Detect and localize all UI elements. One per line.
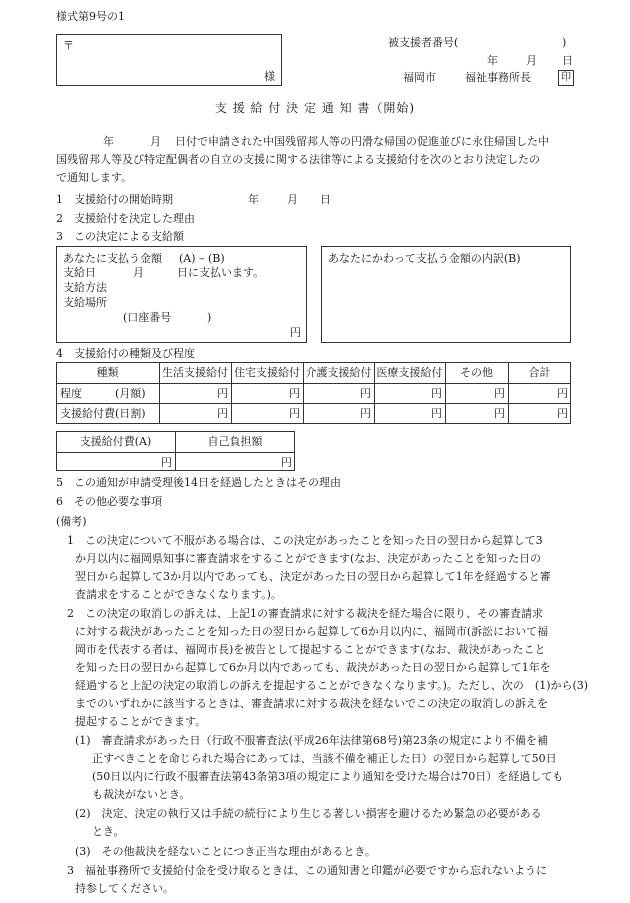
row2-yen-other: 円 (494, 407, 505, 420)
item-3-line: (3) その他裁決を経ないことにつき正当な理由があるとき。 (75, 845, 376, 858)
section-1-year: 年 (248, 193, 259, 206)
amount-formula: (A) – (B) (179, 252, 225, 265)
intro-line-3: で通知します。 (56, 171, 133, 184)
payment-box (56, 246, 307, 343)
row1-yen-total: 円 (557, 387, 568, 400)
section-1-day: 日 (320, 193, 331, 206)
th-care: 介護支援給付 (305, 366, 372, 379)
row1-yen-medical: 円 (431, 387, 442, 400)
remarks-label: (備考) (56, 515, 87, 528)
remark-2-line: に対する裁決があったことを知った日の翌日から起算して6か月以内に、福岡市(訴訟において福 (75, 625, 549, 638)
row2-yen-care: 円 (360, 407, 371, 420)
remark-2-line: を知った日の翌日から起算して6か月以内であっても、裁決があった日の翌日から起算して1年を (75, 661, 551, 674)
remark-1-line: か月以内に福岡県知事に審査請求をすることができます(なお、決定があったことを知った日の (75, 552, 542, 565)
remark-3-line: 持参してください。 (75, 882, 174, 895)
th-other: その他 (460, 366, 493, 379)
intro-line-1: 日付で申請された中国残留邦人等の円滑な帰国の促進並びに永住帰国した中 (175, 135, 549, 148)
account-open: (口座番号 (123, 311, 172, 324)
date-month: 月 (526, 54, 537, 67)
section-3-label: 3 この決定による支給額 (56, 230, 184, 243)
account-close: ) (207, 311, 212, 324)
section-2-label: 2 支援給付を決定した理由 (56, 212, 195, 225)
item-1-line: (50日以内に行政不服審査法第43条第3項の規定により通知を受けた場合は70日）を経過しても (92, 770, 564, 783)
th-type: 種類 (96, 366, 119, 379)
remark-2-line: 岡市を代表する者は、福岡市長)を被告として提起することができます(なお、裁決があったこと (75, 643, 546, 656)
amount-yen: 円 (290, 326, 301, 339)
pay-month: 月 (133, 266, 144, 279)
date-day: 日 (562, 54, 573, 67)
th-benefit-a: 支援給付費(A) (79, 435, 152, 448)
th-self-pay: 自己負担額 (207, 435, 263, 448)
recipient-no-label: 被支援者番号( (388, 36, 459, 49)
row2-label: 支援給付費(日割) (60, 407, 146, 420)
remark-1-line: 翌日から起算して3か月以内であっても、決定があった日の翌日から起算して1年を経過すると審 (75, 570, 551, 583)
pay-day-text: 日に支払います。 (177, 266, 265, 279)
row1-yen-housing: 円 (289, 387, 300, 400)
recipient-no-close: ) (562, 36, 567, 49)
row1-sub: (月額) (115, 387, 146, 400)
benefit-a-yen: 円 (161, 456, 172, 469)
remark-1-line: 1 この決定について不服がある場合は、この決定があったことを知った日の翌日から起算して3 (67, 534, 543, 547)
intro-month: 月 (150, 135, 161, 148)
self-pay-yen: 円 (281, 456, 292, 469)
row1-label: 程度 (60, 387, 82, 400)
section-4-label: 4 支援給付の種類及び程度 (56, 347, 195, 360)
section-5-label: 5 この通知が申請受理後14日を経過したときはその理由 (56, 476, 341, 489)
item-2-line: とき。 (92, 825, 125, 838)
row1-yen-other: 円 (494, 387, 505, 400)
intro-line-2: 国残留邦人等及び特定配偶者の自立の支援に関する法律等による支援給付を次のとおり決定したの (56, 153, 540, 166)
pay-date-label: 支給日 (63, 266, 96, 279)
remark-2-line: 経過すると上記の決定の取消しの訴えを提起することができなくなります。)。ただし、次の (1)から(3) (75, 679, 589, 692)
pay-place: 支給場所 (63, 296, 107, 309)
item-1-line: 正すべきことを命じられた場合にあっては、当該不備を補正した日）の翌日から起算して50日 (92, 752, 557, 765)
date-year: 年 (487, 54, 498, 67)
section-1-label: 1 支援給付の開始時期 (56, 193, 173, 206)
section-1-month: 月 (287, 193, 298, 206)
item-1-line: (1) 審査請求があった日（行政不服審査法(平成26年法律第68号)第23条の規定により不備を補 (75, 734, 549, 747)
postal-mark: 〒 (63, 39, 74, 52)
th-total: 合計 (528, 366, 551, 379)
th-housing: 住宅支援給付 (234, 366, 300, 379)
breakdown-label: あなたにかわって支払う金額の内訳(B) (328, 252, 521, 265)
th-living: 生活支援給付 (162, 366, 228, 379)
item-2-line: (2) 決定、決定の執行又は手続の続行により生じる著しい損害を避けるため緊急の必要がある (75, 807, 542, 820)
item-1-line: も裁決がないとき。 (92, 788, 191, 801)
document-title: 支 援 給 付 決 定 通 知 書（開始) (214, 101, 416, 115)
remark-3-line: 3 福祉事務所で支援給付金を受け取るときは、この通知書と印鑑が必要ですから忘れないように (67, 864, 547, 877)
row1-yen-care: 円 (360, 387, 371, 400)
row2-yen-living: 円 (217, 407, 228, 420)
seal-mark: 印 (558, 70, 574, 86)
remark-2-line: 2 この決定の取消しの訴えは、上記1の審査請求に対する裁決を経た場合に限り、その審査請求 (67, 607, 543, 620)
address-box (56, 34, 282, 86)
section-6-label: 6 その他必要な事項 (56, 495, 162, 508)
row2-yen-medical: 円 (431, 407, 442, 420)
row2-yen-housing: 円 (289, 407, 300, 420)
amount-label: あなたに支払う金額 (63, 252, 162, 265)
th-medical: 医療支援給付 (376, 366, 443, 379)
form-number: 様式第9号の1 (56, 10, 125, 23)
honorific: 様 (264, 70, 275, 83)
breakdown-box (321, 246, 571, 343)
remark-2-line: 提起することができます。 (75, 715, 207, 728)
remark-1-line: 査請求をすることができなくなります。)。 (75, 588, 282, 601)
remark-2-line: までのいずれかに該当するときは、審査請求に対する裁決を経ないでこの決定の取消しの訴えを (75, 697, 548, 710)
pay-method: 支給方法 (63, 281, 107, 294)
intro-year: 年 (103, 135, 114, 148)
city: 福岡市 (403, 71, 436, 84)
row1-yen-living: 円 (217, 387, 228, 400)
row2-yen-total: 円 (557, 407, 568, 420)
office-chief: 福祉事務所長 (465, 71, 531, 84)
